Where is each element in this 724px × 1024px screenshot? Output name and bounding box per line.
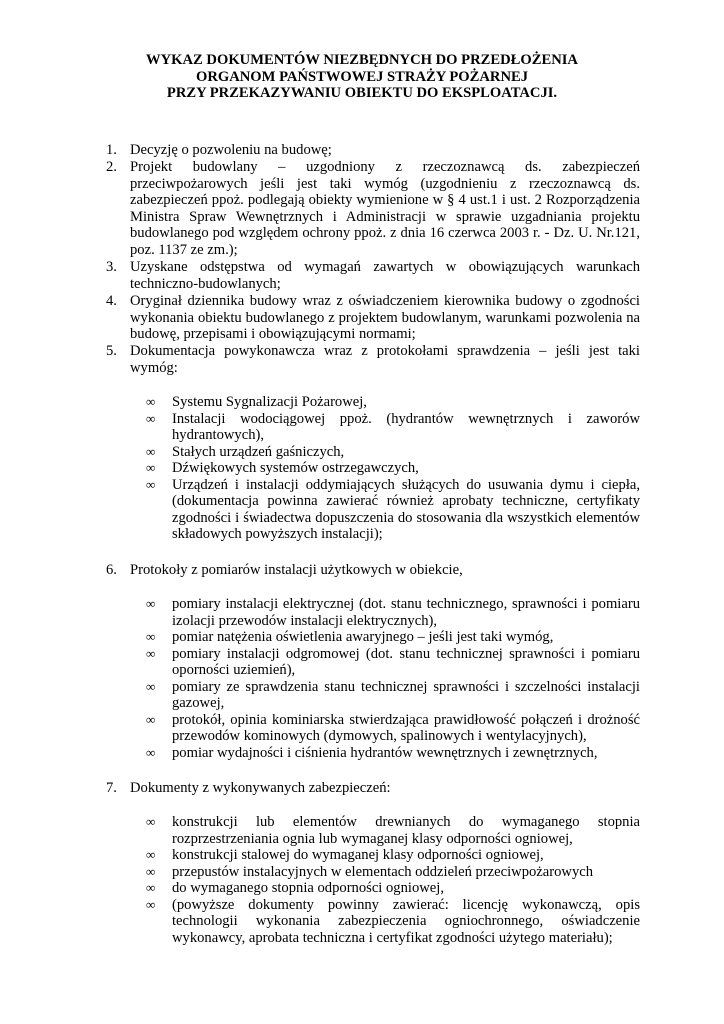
list-item-text: Decyzję o pozwoleniu na budowę;	[130, 142, 332, 158]
title-line-3: PRZY PRZEKAZYWANIU OBIEKTU DO EKSPLOATACJI.	[166, 85, 558, 102]
bullet-icon: ∞	[146, 814, 156, 829]
list-number: 7.	[106, 780, 117, 796]
sub-item: ∞ (powyższe dokumenty powinny zawierać: licencję wykonawczą, opis technologii wykonania zabezpieczenia ogniochronnego, oświadczenie wykonawcy, aprobata techniczna i certyfikat zgodności użytego materiału);	[146, 896, 640, 946]
list-item-text: Dokumentacja powykonawcza wraz z protokołami sprawdzenia – jeśli jest taki wymóg:	[130, 343, 640, 376]
title-line-2: ORGANOM PAŃSTWOWEJ STRAŻY POŻARNEJ	[195, 68, 529, 85]
sub-item: ∞ pomiary instalacji odgromowej (dot. stanu technicznej sprawności i pomiaru oporności uziemień),	[146, 645, 640, 678]
list-item-text: Dokumenty z wykonywanych zabezpieczeń:	[130, 780, 391, 796]
list-item-text: Protokoły z pomiarów instalacji użytkowych w obiekcie,	[130, 562, 463, 578]
list-item-text: Uzyskane odstępstwa od wymagań zawartych w obowiązujących warunkach techniczno-budowlanych;	[130, 259, 640, 292]
bullet-icon: ∞	[146, 596, 156, 611]
list-item-5	[106, 343, 640, 376]
bullet-icon: ∞	[146, 678, 156, 694]
sub-item: ∞ konstrukcji stalowej do wymaganej klasy odporności ogniowej,	[146, 847, 544, 863]
bullet-icon: ∞	[146, 880, 156, 895]
sub-item: ∞ przepustów instalacyjnych w elementach oddzieleń przeciwpożarowych	[146, 863, 594, 880]
list-item-text: Projekt budowlany – uzgodniony z rzeczoznawcą ds. zabezpieczeń przeciwpożarowych jeśli jest taki wymóg (uzgodnieniu z rzeczoznawcą ds. zabezpieczeń ppoż. podlegają obiekty wymienione w § 4 ust.1 i ust. 2 Rozporządzenia Ministra Spraw Wewnętrznych i Administracji w sprawie uzgadniania projektu budowlanego pod względem ochrony ppoż. z dnia 16 czerwca 2003 r. - Dz. U. Nr.121, poz. 1137 ze zm.);	[130, 159, 640, 258]
sub-item: ∞ pomiary ze sprawdzenia stanu technicznej sprawności i szczelności instalacji gazowej,	[146, 678, 640, 711]
list-item-text: Oryginał dziennika budowy wraz z oświadczeniem kierownika budowy o zgodności wykonania obiektu budowlanego z projektem budowlanym, warunkami pozwolenia na budowę, przepisami i obowiązującymi normami;	[130, 293, 640, 342]
sub-item: ∞ konstrukcji lub elementów drewnianych do wymaganego stopnia rozprzestrzeniania ognia lub wymaganej klasy odporności ogniowej,	[146, 814, 640, 847]
bullet-icon: ∞	[146, 711, 156, 727]
sub-item: ∞ Stałych urządzeń gaśniczych,	[146, 443, 345, 460]
list-item-7	[106, 780, 640, 797]
bullet-icon: ∞	[146, 394, 156, 409]
sub-item: ∞ Urządzeń i instalacji oddymiających służących do usuwania dymu i ciepła, (dokumentacja powinna zawierać również aprobaty techniczne, certyfikaty zgodności i świadectwa dopuszczenia do stosowania dla wszystkich elementów składowych powyższych instalacji);	[146, 476, 640, 542]
bullet-icon: ∞	[146, 443, 156, 459]
sublist-5	[130, 394, 640, 543]
bullet-icon: ∞	[146, 410, 156, 426]
bullet-icon: ∞	[146, 476, 156, 492]
sub-item: ∞ protokół, opinia kominiarska stwierdzająca prawidłowość połączeń i drożność przewodów kominowych (dymowych, spalinowych i wentylacyjnych),	[146, 711, 640, 744]
sub-item: ∞ Instalacji wodociągowej ppoż. (hydrantów wewnętrznych i zaworów hydrantowych),	[146, 410, 640, 443]
sublist-7	[130, 814, 640, 946]
bullet-icon: ∞	[146, 629, 156, 644]
bullet-icon: ∞	[146, 847, 156, 862]
bullet-icon: ∞	[146, 460, 156, 475]
list-number: 1.	[106, 142, 117, 158]
bullet-icon: ∞	[146, 896, 156, 912]
list-item-1	[106, 142, 640, 159]
document-title	[0, 52, 724, 102]
list-number: 3.	[106, 259, 117, 275]
list-item-6	[106, 562, 640, 579]
sublist-6	[130, 596, 640, 761]
sub-item: ∞ Dźwiękowych systemów ostrzegawczych,	[146, 460, 419, 476]
sub-item: ∞ pomiary instalacji elektrycznej (dot. stanu technicznego, sprawności i pomiaru izolacji przewodów instalacji elektrycznych),	[146, 596, 640, 629]
list-number: 6.	[106, 562, 117, 578]
bullet-icon: ∞	[146, 744, 156, 760]
list-item-3	[106, 259, 640, 292]
list-item-4	[106, 293, 640, 343]
list-number: 2.	[106, 159, 117, 175]
sub-item: ∞ do wymaganego stopnia odporności ogniowej,	[146, 880, 444, 896]
sub-item: ∞ pomiar natężenia oświetlenia awaryjnego – jeśli jest taki wymóg,	[146, 629, 554, 645]
sub-item: ∞ pomiar wydajności i ciśnienia hydrantów wewnętrznych i zewnętrznych,	[146, 744, 598, 761]
list-item-2	[106, 159, 640, 258]
bullet-icon: ∞	[146, 863, 156, 879]
title-line-1: WYKAZ DOKUMENTÓW NIEZBĘDNYCH DO PRZEDŁOŻENIA	[146, 52, 578, 68]
list-number: 4.	[106, 293, 117, 309]
list-number: 5.	[106, 343, 117, 359]
bullet-icon: ∞	[146, 645, 156, 661]
sub-item: ∞ Systemu Sygnalizacji Pożarowej,	[146, 394, 367, 410]
